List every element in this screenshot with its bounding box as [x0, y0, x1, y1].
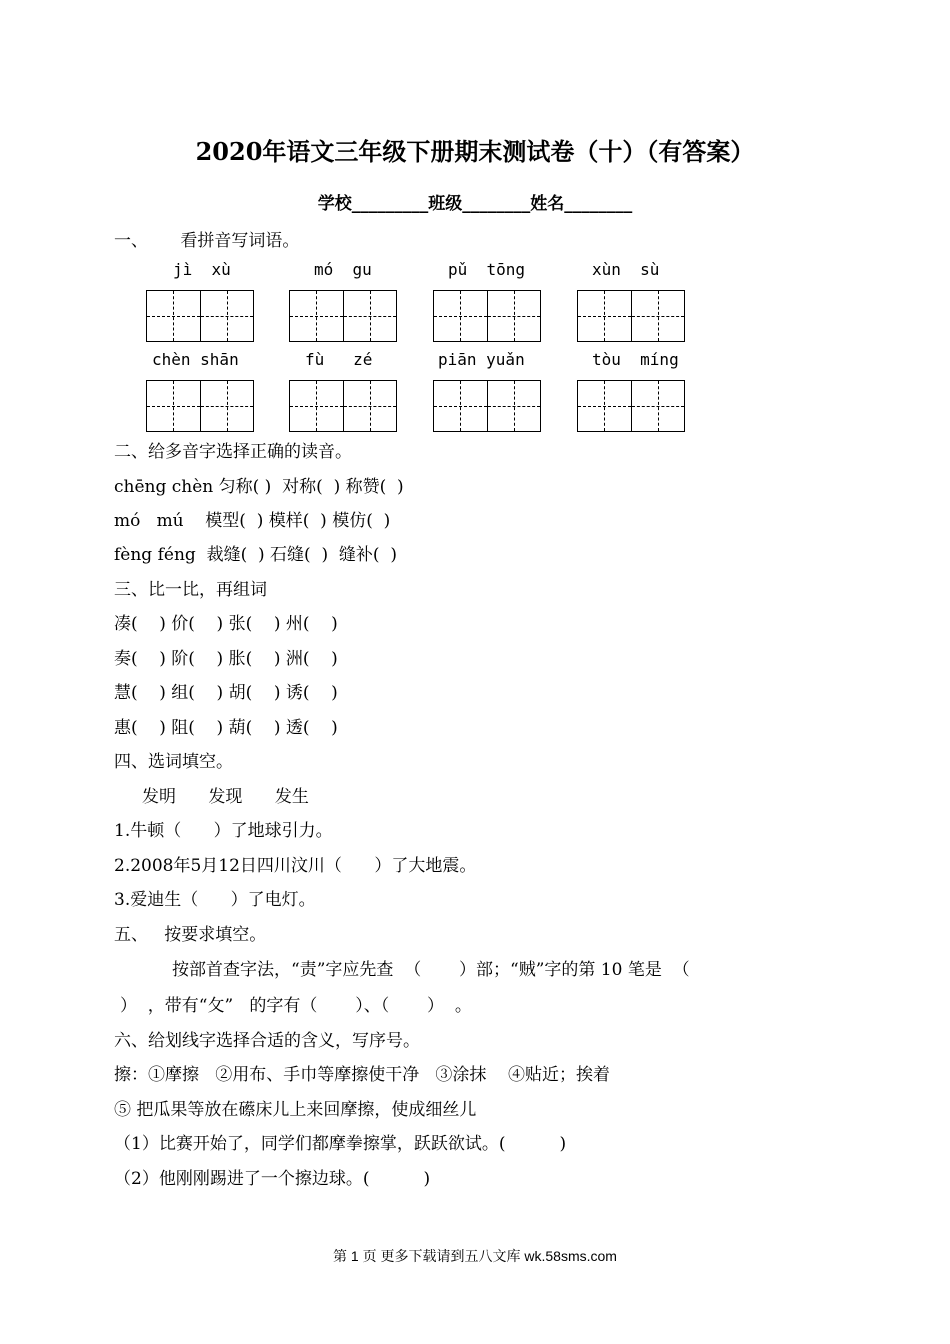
meaning-5: ⑤ 把瓜果等放在礤床儿上来回摩擦，使成细丝儿 [114, 1100, 477, 1120]
pinyin-4: xùn sù [592, 260, 660, 279]
writing-grid[interactable] [289, 380, 397, 432]
fill-question: 2.2008年5月12日四川汶川（ ）了大地震。 [114, 856, 477, 876]
writing-grid[interactable] [289, 290, 397, 342]
section1-heading: 一、 看拼音写词语。 [114, 231, 300, 251]
compare-line: 奏( ) 阶( ) 胀( ) 洲( ) [114, 649, 338, 669]
writing-grid[interactable] [146, 380, 254, 432]
writing-grid[interactable] [433, 380, 541, 432]
page-footer: 第 1 页 更多下载请到五八文库 wk.58sms.com [333, 1248, 617, 1264]
polyphone-line: chēng chèn 匀称( ) 对称( ) 称赞( ) [114, 477, 404, 497]
pinyin-3: pǔ tōng [448, 260, 526, 279]
fill-question: 1.牛顿（ ）了地球引力。 [114, 821, 333, 841]
pinyin-2: mó gu [314, 260, 372, 279]
pinyin-7: piān yuǎn [438, 350, 525, 369]
writing-grid[interactable] [577, 290, 685, 342]
section6-heading: 六、给划线字选择合适的含义，写序号。 [114, 1031, 420, 1051]
writing-grid[interactable] [433, 290, 541, 342]
pinyin-5: chèn shān [152, 350, 239, 369]
compare-line: 慧( ) 组( ) 胡( ) 诱( ) [114, 683, 338, 703]
compare-line: 凑( ) 价( ) 张( ) 州( ) [114, 614, 338, 634]
polyphone-line: mó mú 模型( ) 模样( ) 模仿( ) [114, 511, 391, 531]
writing-grid[interactable] [146, 290, 254, 342]
polyphone-line: fèng féng 裁缝( ) 石缝( ) 缝补( ) [114, 545, 398, 565]
compare-line: 惠( ) 阻( ) 葫( ) 透( ) [114, 718, 338, 738]
section5-heading: 五、 按要求填空。 [114, 925, 267, 945]
question-1: （1）比赛开始了，同学们都摩拳擦掌，跃跃欲试。( ) [114, 1134, 567, 1154]
pinyin-8: tòu míng [592, 350, 679, 369]
fill-question: 3.爱迪生（ ）了电灯。 [114, 890, 316, 910]
meanings-line: 擦：①摩擦 ②用布、手巾等摩擦使干净 ③涂抹 ④贴近；挨着 [114, 1065, 611, 1085]
section2-heading: 二、给多音字选择正确的读音。 [114, 442, 352, 462]
school-class-name-line: 学校_________班级________姓名________ [317, 194, 633, 214]
writing-grid[interactable] [577, 380, 685, 432]
question-2: （2）他刚刚踢进了一个擦边球。( ) [114, 1169, 431, 1189]
page-title: 2020年语文三年级下册期末测试卷（十）（有答案） [195, 137, 755, 166]
section5-text-line1: 按部首查字法，“责”字应先查 （ ）部；“贼”字的第 10 笔是 （ [172, 960, 690, 980]
section5-text-line2: ） ，带有“攵” 的字有（ ）、（ ） 。 [120, 996, 472, 1016]
word-choices: 发明 发现 发生 [142, 787, 309, 807]
section4-heading: 四、选词填空。 [114, 752, 233, 772]
section3-heading: 三、比一比，再组词 [114, 580, 267, 600]
pinyin-6: fù zé [305, 350, 373, 369]
pinyin-1: jì xù [173, 260, 231, 279]
